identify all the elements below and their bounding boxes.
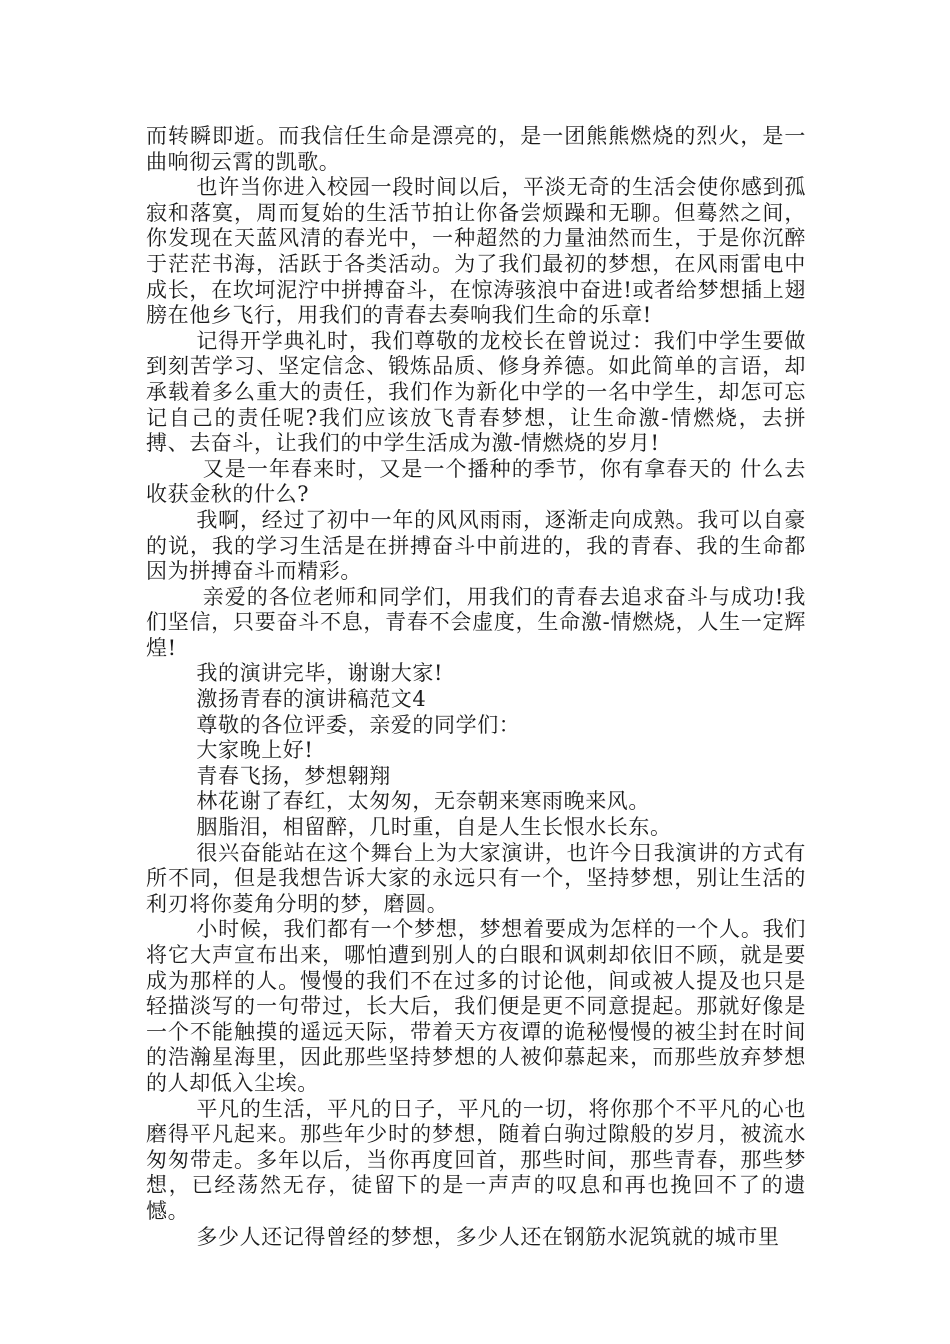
body-paragraph: 大家晚上好! [196,738,314,763]
body-paragraph: 小时候，我们都有一个梦想，梦想着要成为怎样的一个人。我们将它大声宣布出来，哪怕遭到别人的白眼和讽刺却依旧不顾，就是要成为那样的人。慢慢的我们不在过多的讨论他，间或被人提及也只是轻描淡写的一句带过，长大后，我们便是更不同意提起。那就好像是一个不能触摸的遥远天际，带着天方夜谭的诡秘慢慢的被尘封在时间的浩瀚星海里，因此那些坚持梦想的人被仰慕起来，而那些放弃梦想的人却低入尘埃。 [146,917,806,1095]
document-body [146,124,806,1250]
body-paragraph: 尊敬的各位评委，亲爱的同学们： [196,712,521,737]
body-paragraph: 我的演讲完毕，谢谢大家! [196,661,444,686]
body-paragraph: 很兴奋能站在这个舞台上为大家演讲，也许今日我演讲的方式有所不同，但是我想告诉大家的永远只有一个，坚持梦想，别让生活的利刃将你菱角分明的梦，磨圆。 [146,840,806,916]
body-paragraph: 而转瞬即逝。而我信任生命是漂亮的，是一团熊熊燃烧的烈火，是一曲响彻云霄的凯歌。 [146,124,806,174]
body-paragraph: 平凡的生活，平凡的日子，平凡的一切，将你那个不平凡的心也磨得平凡起来。那些年少时的梦想，随着白驹过隙般的岁月，被流水匆匆带走。多年以后，当你再度回首，那些时间，那些青春，那些梦想，已经荡然无存，徒留下的是一声声的叹息和再也挽回不了的遗憾。 [146,1096,806,1223]
body-paragraph: 我啊，经过了初中一年的风风雨雨，逐渐走向成熟。我可以自豪的说，我的学习生活是在拼搏奋斗中前进的，我的青春、我的生命都因为拼搏奋斗而精彩。 [146,507,806,584]
body-paragraph: 又是一年春来时，又是一个播种的季节，你有拿春天的 什么去收获金秋的什么? [146,456,806,507]
body-paragraph: 青春飞扬，梦想翱翔 [196,763,391,788]
body-paragraph: 激扬青春的演讲稿范文4 [196,687,427,712]
body-paragraph: 记得开学典礼时，我们尊敬的龙校长在曾说过：我们中学生要做到刻苦学习、坚定信念、锻炼品质、修身养德。如此简单的言语，却承载着多么重大的责任，我们作为新化中学的一名中学生，却怎可忘记自己的责任呢?我们应该放飞青春梦想，让生命激-情燃烧，去拼搏、去奋斗，让我们的中学生活成为激-情燃烧的岁月! [146,328,806,456]
body-paragraph: 胭脂泪，相留醉，几时重，自是人生长恨水长东。 [196,815,672,840]
body-paragraph: 亲爱的各位老师和同学们，用我们的青春去追求奋斗与成功!我们坚信，只要奋斗不息，青春不会虚度，生命激-情燃烧，人生一定辉煌! [146,584,806,660]
body-paragraph: 多少人还记得曾经的梦想，多少人还在钢筋水泥筑就的城市里 [196,1224,780,1249]
body-paragraph: 也许当你进入校园一段时间以后，平淡无奇的生活会使你感到孤寂和落寞，周而复始的生活节拍让你备尝烦躁和无聊。但蓦然之间，你发现在天蓝风清的春光中，一种超然的力量油然而生，于是你沉醉于茫茫书海，活跃于各类活动。为了我们最初的梦想，在风雨雷电中成长，在坎坷泥泞中拼搏奋斗，在惊涛骇浪中奋进!或者给梦想插上翅膀在他乡飞行，用我们的青春去奏响我们生命的乐章! [146,175,806,328]
body-paragraph: 林花谢了春红，太匆匆，无奈朝来寒雨晚来风。 [196,789,650,814]
